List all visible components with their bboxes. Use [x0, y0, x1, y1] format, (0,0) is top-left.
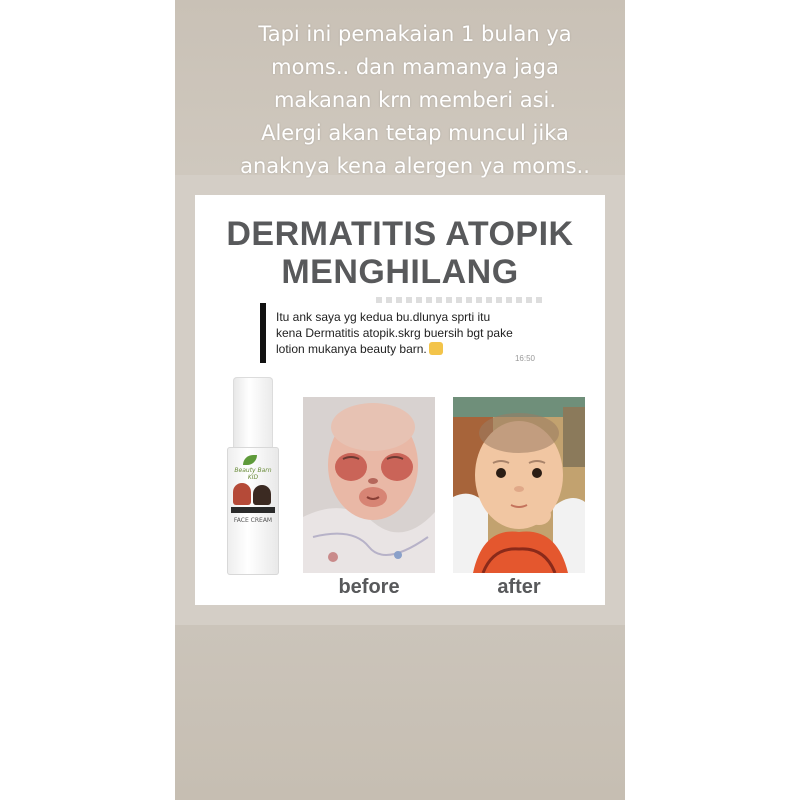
- kids-illustration: [233, 483, 273, 507]
- after-label: after: [497, 576, 541, 598]
- caption-line: Tapi ini pemakaian 1 bulan ya: [258, 22, 572, 46]
- baby-after-illustration: [453, 397, 585, 573]
- chat-line: [276, 341, 538, 357]
- caption-line: anaknya kena alergen ya moms..: [240, 154, 590, 178]
- faded-previous-message: [376, 297, 546, 303]
- chat-message-text: [276, 309, 538, 357]
- brand-text: Beauty Barn: [234, 467, 272, 474]
- headline: [195, 215, 605, 291]
- kid-figure: [233, 483, 251, 505]
- story-bottom-band: [175, 625, 625, 800]
- baby-before-illustration: [303, 397, 435, 573]
- after-photo: [453, 397, 585, 573]
- caption-line: makanan krn memberi asi.: [273, 88, 557, 112]
- chat-message: [260, 303, 541, 363]
- story-frame: [175, 0, 625, 800]
- before-photo: [303, 397, 435, 573]
- pump-cap: [233, 377, 273, 452]
- chat-timestamp: 16:50: [514, 354, 535, 363]
- bottle-body: [227, 447, 279, 575]
- leaf-logo-icon: [243, 455, 257, 465]
- kid-label: KID: [247, 474, 259, 481]
- product-name: FACE CREAM: [233, 517, 273, 524]
- headline-line: MENGHILANG: [281, 253, 519, 291]
- chat-line-text: lotion mukanya beauty barn.: [276, 342, 427, 356]
- chat-line: kena Dermatitis atopik.skrg buersih bgt pake: [276, 326, 513, 340]
- thumbs-up-icon: [429, 342, 443, 355]
- bottle-band: [231, 507, 275, 513]
- caption-line: moms.. dan mamanya jaga: [271, 55, 559, 79]
- product-bottle-image: [225, 377, 281, 575]
- bottle-brand: [229, 467, 277, 481]
- caption-line: Alergi akan tetap muncul jika: [261, 121, 569, 145]
- headline-line: DERMATITIS ATOPIK: [226, 215, 574, 253]
- chat-line: Itu ank saya yg kedua bu.dlunya sprti itu: [276, 310, 491, 324]
- story-caption: [205, 18, 625, 183]
- kid-figure: [253, 485, 271, 505]
- testimonial-card: [195, 195, 605, 605]
- before-label: before: [338, 576, 400, 598]
